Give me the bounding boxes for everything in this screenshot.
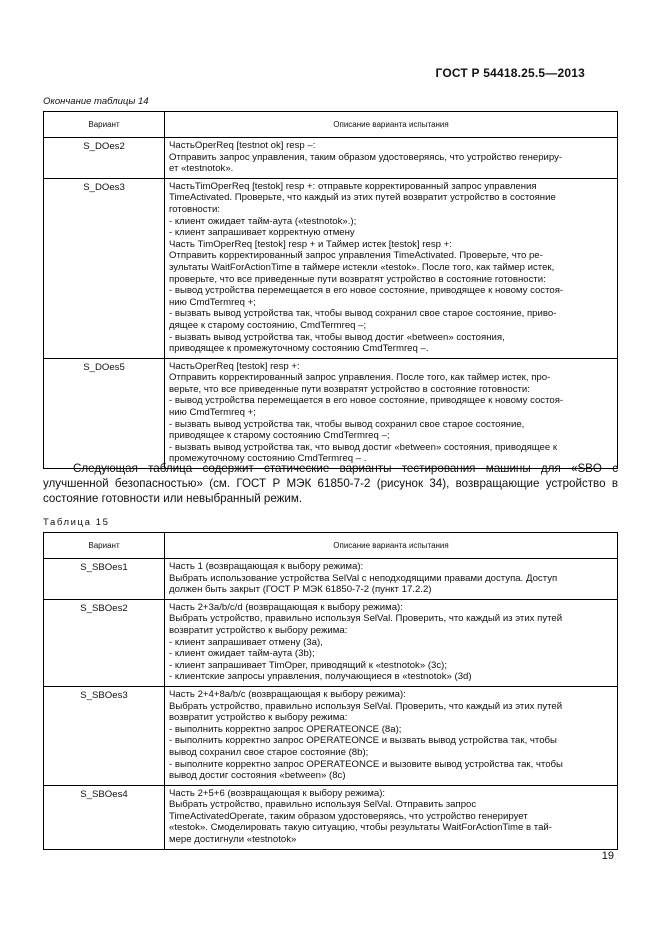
description-line: - клиентские запросы управления, получающиеся в «testnotok» (3d) [169,671,472,683]
description-line: - клиент запрашивает корректную отмену [169,227,355,239]
description-line: ЧастьOperReq [testok] resp +: [169,360,300,372]
table-row [44,138,618,179]
description-line: - выполнить корректно запрос OPERATEONCE и вызвать вывод устройства так, чтобы [169,735,557,747]
description-line: Часть TimOperReq [testok] resp + и Таймер истек [testok] resp +: [169,238,452,250]
description-line: должен быть закрыт (ГОСТ Р МЭК 61850-7-2 (пункт 17.2.2) [169,584,432,596]
description-line: - вывод устройства перемещается в его новое состояние, приводящее к новому состоя- [169,395,564,407]
description-line: возвратит устройство к выбору режима: [169,624,348,636]
description-line: возвратит устройство к выбору режима: [169,712,348,724]
table-row [44,785,618,849]
description-line: нию CmdTermreq +; [169,407,256,419]
description-cell [165,358,618,468]
table-14 [43,111,618,469]
description-line: Отправить корректированный запрос управления TimeActivated. Проверьте, что ре- [169,250,543,262]
document-header: ГОСТ Р 54418.25.5—2013 [435,66,585,80]
table-row [44,599,618,686]
table-14-header-row [44,112,618,138]
description-line: Выбрать устройство, правильно используя SelVal. Проверить, что каждый из этих путей [169,613,563,625]
variant-cell: S_DOes2 [44,138,165,179]
description-line: Отправить корректированный запрос управления. После того, как таймер истек, про- [169,372,551,384]
description-cell [165,599,618,686]
variant-cell: S_SBOes3 [44,686,165,785]
table-14-caption: Окончание таблицы 14 [43,96,149,107]
description-cell [165,785,618,849]
description-line: готовности: [169,203,220,215]
column-header-description: Описание варианта испытания [165,112,618,138]
variant-cell: S_SBOes4 [44,785,165,849]
description-line: промежуточному состоянию CmdTermreq – . [169,453,367,465]
description-line: - вызвать вывод устройства так, чтобы вывод достиг «between» состояния, [169,331,505,343]
table-15-caption: Таблица 15 [43,517,110,528]
description-cell [165,138,618,179]
description-cell [165,178,618,358]
description-line: Отправить запрос управления, таким образом удостоверяясь, что устройство генериру- [169,151,563,163]
description-cell [165,559,618,600]
column-header-variant: Вариант [44,112,165,138]
description-line: TimeActivated. Проверьте, что каждый из этих путей возвратит устройство в состояние [169,192,556,204]
description-line: вывод достиг состояния «between» (8c) [169,770,346,782]
description-line: нию CmdTermreq +; [169,296,256,308]
description-line: приводящее к промежуточному состоянию CmdTermreq –. [169,343,429,355]
description-line: зультаты WaitForActionTime в таймере истекли «testok». После того, как таймер истек, [169,261,555,273]
table-15-body [44,559,618,850]
table-row [44,559,618,600]
table-14-body [44,138,618,469]
description-line: - выполните корректно запрос OPERATEONCE и вызовите вывод устройства так, чтобы [169,758,563,770]
description-line: проверьте, что все приведенные пути возвратят устройство в состояние готовности: [169,273,546,285]
description-line: Выбрать использование устройства SelVal с неподходящими правами доступа. Доступ [169,572,558,584]
description-line: ет «testnotok». [169,163,234,175]
description-line: Часть 2+5+6 (возвращающая к выбору режима): [169,787,386,799]
description-line: Часть 2+4+8a/b/c (возвращающая к выбору режима): [169,688,406,700]
description-line: приводящее к старому состоянию CmdTermreq –; [169,430,390,442]
description-cell [165,686,618,785]
description-line: Выбрать устройство, правильно используя SelVal. Отправить запрос [169,799,477,811]
table-15-header-row [44,533,618,559]
description-line: Часть 1 (возвращающая к выбору режима): [169,561,364,572]
description-line: - клиент запрашивает отмену (3а), [169,636,323,648]
variant-cell: S_SBOes1 [44,559,165,600]
description-line: Выбрать устройство, правильно используя SelVal. Проверить, что каждый из этих путей [169,700,563,712]
description-line: «testok». Смоделировать такую ситуацию, чтобы результаты WaitForActionTime в тай- [169,822,552,834]
description-line: - клиент ожидает тайм-аута (3b); [169,648,315,660]
variant-cell: S_SBOes2 [44,599,165,686]
column-header-description: Описание варианта испытания [165,533,618,559]
description-line: - выполнить корректно запрос OPERATEONCE (8a); [169,723,402,735]
table-row [44,358,618,468]
description-line: верьте, что все приведенные пути возвратят устройство в состояние готовности: [169,383,530,395]
description-line: Часть 2+3а/b/c/d (возвращающая к выбору режима): [169,601,403,613]
description-line: мере достигнули «testnotok» [169,834,297,846]
description-line: ЧастьOperReq [testnot ok] resp –: [169,140,316,151]
page-number: 19 [601,850,614,862]
description-line: - вызвать вывод устройства так, что вывод достиг «between» состояния, приводящее к [169,441,558,453]
description-line: - вызвать вывод устройства так, чтобы вывод сохранил свое старое состояние, приво- [169,308,557,320]
column-header-variant: Вариант [44,533,165,559]
description-line: - вызвать вывод устройства так, чтобы вывод сохранил свое старое состояние, [169,418,525,430]
variant-cell: S_DOes3 [44,178,165,358]
table-row [44,178,618,358]
description-line: - клиент запрашивает TimOper, приводящий к «testnotok» (3c); [169,659,448,671]
description-line: - вывод устройства перемещается в его новое состояние, приводящее к новому состоя- [169,285,564,297]
body-paragraph: Следующая таблица содержит статические варианты тестирования машины для «SBO с улучшенной безопасностью» (см. ГОСТ Р МЭК 61850-7-2 (рисунок 34), возвращающие устройство в состояние готовности или невыбранный режим. [43,462,618,505]
description-line: ЧастьTimOperReq [testok] resp +: отправьте корректированный запрос управления [169,180,537,192]
variant-cell: S_DOes5 [44,358,165,468]
description-line: дящее к старому состоянию, CmdTermreq –; [169,319,367,331]
description-line: - клиент ожидает тайм-аута («testnotok».); [169,215,357,227]
description-line: TimeActivatedOperate, таким образом удостоверяясь, что устройство генерирует [169,810,528,822]
table-row [44,686,618,785]
table-15 [43,532,618,850]
description-line: вывод сохранил свое старое состояние (8b); [169,746,369,758]
